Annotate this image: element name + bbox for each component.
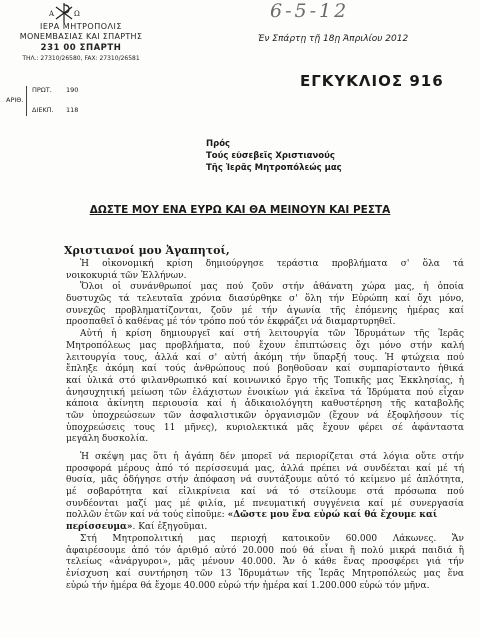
place-and-date: Ἐν Σπάρτῃ τῇ 18ῃ Ἀπριλίου 2012: [258, 34, 409, 44]
body-text: πολλῶν ἐτῶν καί νά τούς εἰποῦμε:: [66, 510, 228, 521]
body-line: Αὐτή ἡ κρίση δημιουργεῖ καί στή λειτουργία τῶν Ἱδρυμάτων τῆς Ἱερᾶς: [80, 329, 464, 340]
registry-numbers: [6, 84, 102, 118]
body-line: Ὅλοι οἱ συνάνθρωποί μας πού ζοῦν στήν ἀθάνατη χώρα μας, ἡ ὁποία: [80, 282, 464, 293]
registry-diekp-label: ΔΙΕΚΠ.: [32, 106, 54, 114]
body-line: συνεχῶς προβληματίζονται, ζοῦν μέ τήν ἀγωνία τῆς ἑπόμενης ἡμέρας καί: [66, 305, 464, 316]
body-line: ἀφαιρέσουμε ἀπό τόν ἀριθμό αὐτό 20.000 πού θά εἶναι ἢ πολύ μικρά παιδιά ἢ: [66, 545, 464, 556]
registry-diekp-value: 118: [66, 106, 79, 114]
body-line: [66, 510, 464, 522]
body-line: ἀνησυχητική μείωση τῶν ἐλάχιστων ἐνοικίων γιά ἐκεῖνα τά Ἱδρύματα πού εἶχαν: [66, 387, 464, 398]
body-line: Μητροπόλεως μας προβλήματα, πού ἔχουν ἐπιπτώσεις ὄχι μόνο στήν καλή: [66, 340, 464, 351]
letterhead-line-2: ΜΟΝΕΜΒΑΣΙΑΣ ΚΑΙ ΣΠΑΡΤΗΣ: [19, 32, 143, 41]
body-line: κάποια ἀκίνητη περιουσία καί ἡ ἀδικαιολόγητη καθυστέρηση τῆς καταβολῆς: [66, 399, 464, 410]
registry-bracket: [26, 86, 30, 116]
body-line: Ἡ σκέψη μας ὅτι ἡ ἀγάπη δέν μπορεῖ νά περιορίζεται στά λόγια οὔτε στήν: [80, 452, 464, 462]
body-line: προσπαθεῖ ὁ καθένας μέ τόν τρόπο πού τόν ἐκφράζει νά διαμαρτυρηθεῖ.: [66, 317, 396, 328]
body-line: δυστυχῶς τά τελευταῖα χρόνια διασύρθηκε σ' ὅλη τήν Εὐρώπη καί ὄχι μόνο,: [66, 294, 464, 305]
registry-arith-label: ΑΡΙΘ.: [6, 96, 24, 104]
body-line: εὐρώ τήν ἡμέρα θά ἔχομε 40.000 εὐρώ τήν ἡμέρα καί 1.200.000 εὐρώ τόν μῆνα.: [66, 580, 430, 591]
metropolis-monogram-logo: [46, 2, 82, 24]
body-line: μέ σοβαρότητα καί εἰλικρίνεια καί νά τό στείλουμε στά πρόσωπα πού: [66, 487, 464, 498]
body-line: ἐνίσχυση καί συντήρηση τῶν 13 Ἱδρυμάτων τῆς Ἱερᾶς Μητροπόλεώς μας ἕνα: [66, 568, 464, 579]
body-line: προσφορά μέρους ἀπό τό περίσσευμά μας, ἀλλά πρέπει νά συνδέεται καί μέ τή: [66, 463, 464, 474]
body-line: μεγάλη δυσκολία.: [66, 434, 149, 445]
body-line: θυσία, μᾶς ὁδήγησε στήν ἀπόφαση νά συντάξουμε αὐτό τό κείμενο μέ ἁπλότητα,: [66, 475, 464, 486]
body-emphasis: περίσσευμα»: [66, 522, 133, 533]
registry-prot-value: 190: [66, 86, 79, 94]
body-line: νοικοκυριά τῶν Ἑλλήνων.: [66, 270, 187, 281]
body-emphasis: «Δῶστε μου ἕνα εὐρώ καί θά ἔχουμε καί: [227, 510, 438, 521]
body-line: [66, 522, 464, 534]
handwritten-date: 6-5-12: [270, 0, 350, 22]
letter-title: ΔΩΣΤΕ ΜΟΥ ΕΝΑ ΕΥΡΩ ΚΑΙ ΘΑ ΜΕΙΝΟΥΝ ΚΑΙ ΡΕΣΤΑ: [89, 204, 391, 216]
addressee-line-3: Τῆς Ἱερᾶς Μητροπόλεώς μας: [206, 163, 342, 173]
addressee-line-2: Τούς εὐσεβεῖς Χριστιανούς: [206, 151, 335, 161]
document-type-heading: ΕΓΚΥΚΛΙΟΣ 916: [300, 72, 444, 90]
body-line: συνδέονται μαζί μας μέ φιλία, μέ πνευματική συγγένεια καί μέ συνεργασία: [66, 498, 464, 509]
registry-prot-label: ΠΡΩΤ.: [32, 86, 52, 94]
addressee-line-1: Πρός: [206, 139, 231, 149]
body-text: . Καί ἐξηγοῦμαι.: [132, 522, 208, 533]
body-line: τελείως «ἀνάργυροι», μᾶς μένουν 40.000. Ἄν ὁ κάθε ἕνας προσφέρει γιά τήν: [66, 557, 464, 568]
svg-text:Α: Α: [49, 10, 55, 18]
letterhead-contact: ΤΗΛ.: 27310/26580, FAX: 27310/26581: [22, 55, 140, 62]
body-line: Ἡ οἰκονομική κρίση δημιούργησε τεράστια προβλήματα σ' ὅλα τά: [80, 259, 464, 269]
letterhead-line-3: 231 00 ΣΠΑΡΤΗ: [40, 43, 122, 53]
body-line: λειτουργία τους, ἀλλά καί σ' αὐτή ἀκόμη τήν ὕπαρξή τους. Ἡ φτώχεια πού: [66, 352, 464, 363]
svg-text:Ω: Ω: [74, 10, 80, 18]
greeting: Χριστιανοί μου Ἀγαπητοί,: [64, 244, 230, 257]
body-line: ὑποχρεώσεις τους 11 μῆνες), κυριολεκτικά μᾶς ἔχουν φέρει σέ ἀφάνταστα: [66, 422, 464, 433]
body-line: Στή Μητροπολιτική μας περιοχή κατοικοῦν 60.000 Λάκωνες. Ἄν: [80, 533, 464, 544]
letter-body: [66, 259, 464, 592]
body-line: τῶν ὑποχρεώσεων τῶν ἀσφαλιστικῶν ὀργανισμῶν (ἔχουν νά ἐξοφλήσουν τίς: [66, 410, 464, 421]
body-line: ἔπληξε ἀκόμη καί τούς ἀνθρώπους πού βοηθοῦσαν καί συμπαρίσταντο ἠθικά: [66, 364, 464, 375]
body-line: καί ὑλικά στό φιλανθρωπικό καί κοινωνικό ἔργο τῆς Τοπικῆς μας Ἐκκλησίας, ἡ: [66, 375, 464, 386]
letterhead-line-1: ΙΕΡΑ ΜΗΤΡΟΠΟΛΙΣ: [40, 22, 122, 31]
